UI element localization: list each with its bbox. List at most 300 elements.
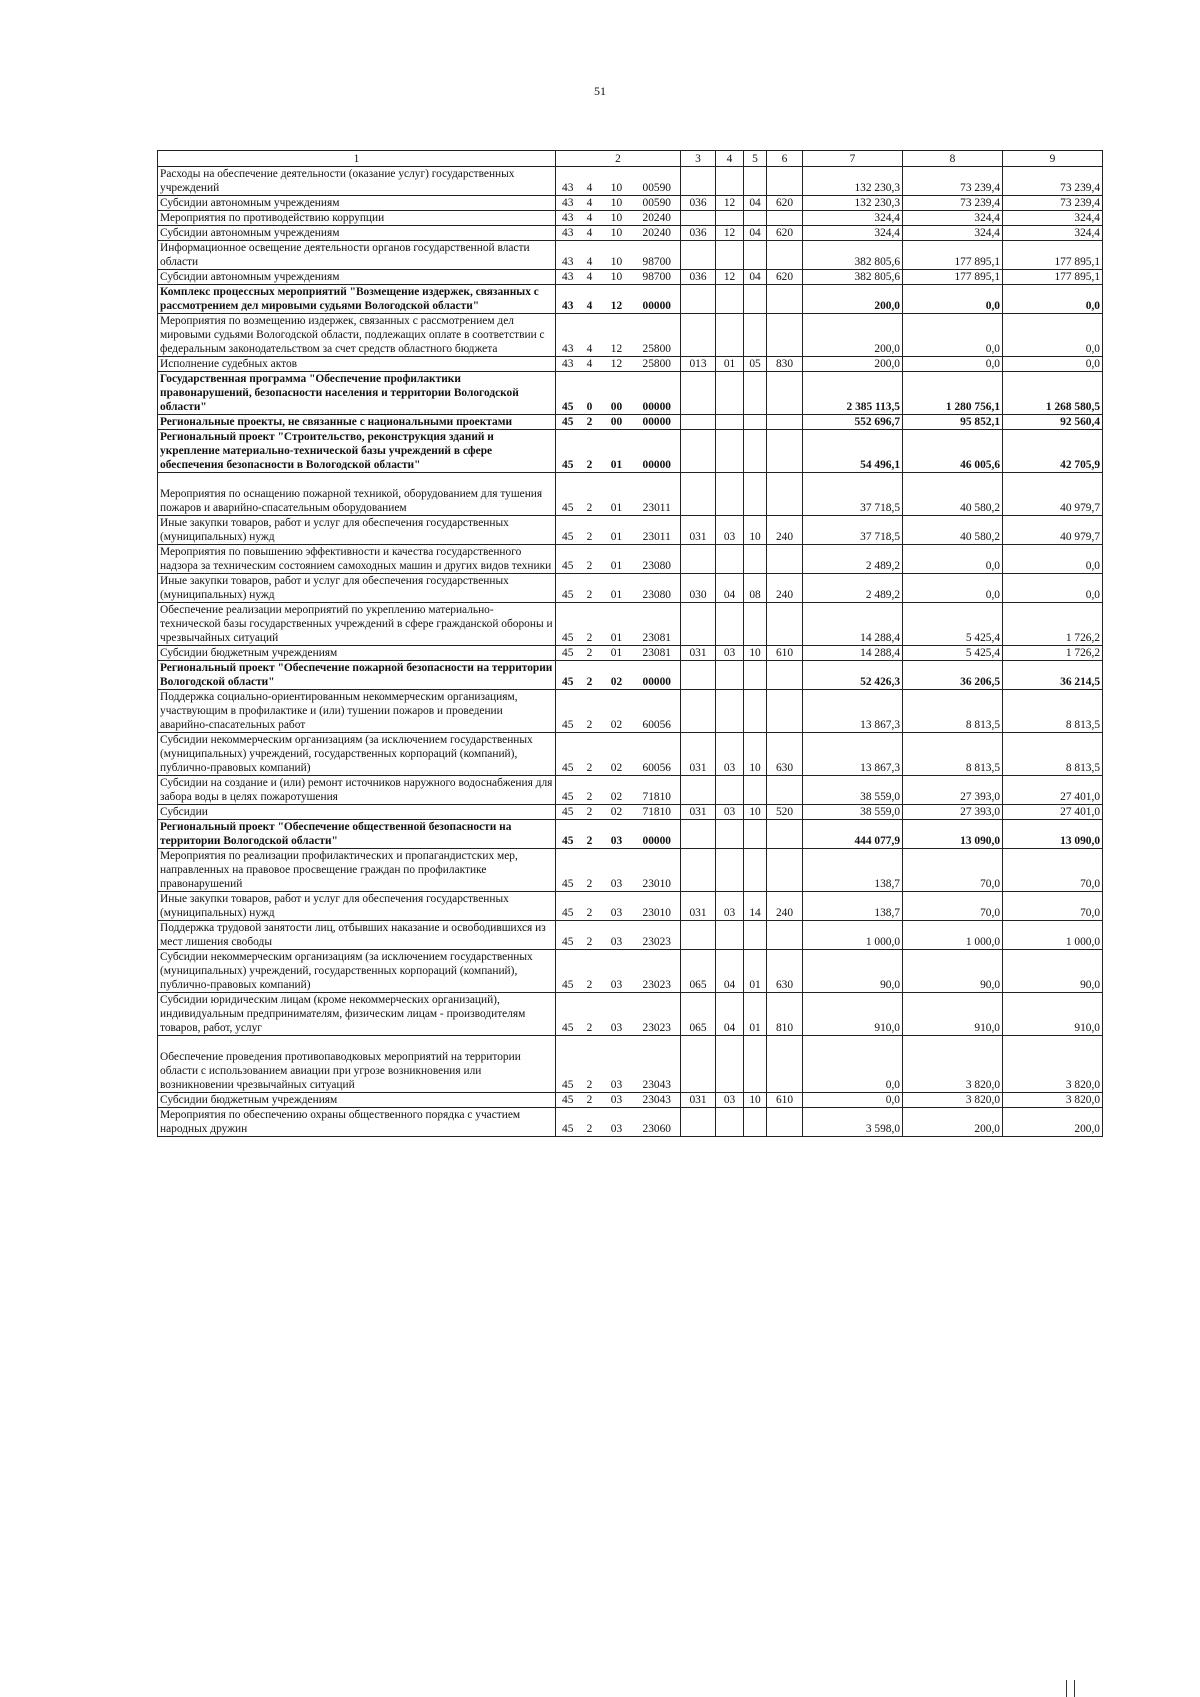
expense-type-code [767, 285, 803, 314]
subprogram-code: 2 [580, 661, 600, 690]
amount-col-9: 1 000,0 [1003, 921, 1103, 950]
department-code [681, 921, 716, 950]
table-row [158, 516, 1103, 545]
direction-code: 01 [600, 603, 634, 646]
subprogram-code: 2 [580, 574, 600, 603]
section-code: 04 [716, 574, 744, 603]
table-row [158, 357, 1103, 372]
amount-col-7: 444 077,9 [803, 820, 903, 849]
amount-col-7: 200,0 [803, 285, 903, 314]
direction-code: 03 [600, 1108, 634, 1137]
article-code: 00000 [634, 372, 681, 415]
amount-col-9: 1 726,2 [1003, 603, 1103, 646]
table-row [158, 241, 1103, 270]
article-code: 00000 [634, 820, 681, 849]
expense-type-code [767, 661, 803, 690]
department-code: 036 [681, 270, 716, 285]
department-code: 031 [681, 805, 716, 820]
program-code: 43 [556, 314, 580, 357]
amount-col-9: 0,0 [1003, 285, 1103, 314]
amount-col-8: 200,0 [903, 1108, 1003, 1137]
direction-code: 00 [600, 415, 634, 430]
subsection-code: 01 [744, 993, 767, 1036]
subprogram-code: 0 [580, 372, 600, 415]
subprogram-code: 2 [580, 921, 600, 950]
program-code: 45 [556, 661, 580, 690]
amount-col-7: 382 805,6 [803, 241, 903, 270]
table-row [158, 226, 1103, 241]
article-code: 60056 [634, 733, 681, 776]
header-col-2: 2 [556, 151, 681, 167]
amount-col-9: 200,0 [1003, 1108, 1103, 1137]
direction-code: 03 [600, 1036, 634, 1093]
subprogram-code: 2 [580, 892, 600, 921]
subprogram-code: 2 [580, 820, 600, 849]
subprogram-code: 2 [580, 603, 600, 646]
direction-code: 10 [600, 226, 634, 241]
amount-col-7: 90,0 [803, 950, 903, 993]
subsection-code [744, 167, 767, 196]
table-row [158, 993, 1103, 1036]
subprogram-code: 2 [580, 690, 600, 733]
department-code [681, 690, 716, 733]
expense-type-code: 620 [767, 270, 803, 285]
article-code: 20240 [634, 211, 681, 226]
article-code: 23043 [634, 1093, 681, 1108]
department-code [681, 211, 716, 226]
program-code: 43 [556, 167, 580, 196]
section-code [716, 1108, 744, 1137]
table-row [158, 473, 1103, 516]
direction-code: 00 [600, 372, 634, 415]
subsection-code: 10 [744, 646, 767, 661]
header-col-5: 5 [744, 151, 767, 167]
expense-name: Информационное освещение деятельности органов государственной власти области [158, 241, 556, 270]
table-row [158, 1036, 1103, 1093]
amount-col-8: 40 580,2 [903, 473, 1003, 516]
amount-col-8: 3 820,0 [903, 1093, 1003, 1108]
article-code: 23023 [634, 950, 681, 993]
program-code: 43 [556, 226, 580, 241]
department-code [681, 603, 716, 646]
expense-name: Поддержка трудовой занятости лиц, отбывших наказание и освободившихся из мест лишения свободы [158, 921, 556, 950]
article-code: 23081 [634, 646, 681, 661]
amount-col-9: 3 820,0 [1003, 1036, 1103, 1093]
amount-col-9: 1 726,2 [1003, 646, 1103, 661]
amount-col-8: 1 280 756,1 [903, 372, 1003, 415]
amount-col-8: 8 813,5 [903, 690, 1003, 733]
department-code [681, 372, 716, 415]
expense-type-code [767, 603, 803, 646]
section-code: 04 [716, 950, 744, 993]
department-code [681, 473, 716, 516]
section-code [716, 415, 744, 430]
table-row [158, 285, 1103, 314]
article-code: 71810 [634, 776, 681, 805]
subprogram-code: 4 [580, 167, 600, 196]
table-row [158, 733, 1103, 776]
expense-type-code: 240 [767, 516, 803, 545]
article-code: 60056 [634, 690, 681, 733]
subsection-code [744, 430, 767, 473]
subprogram-code: 2 [580, 1108, 600, 1137]
subprogram-code: 2 [580, 805, 600, 820]
amount-col-7: 138,7 [803, 892, 903, 921]
department-code: 013 [681, 357, 716, 372]
program-code: 45 [556, 574, 580, 603]
section-code: 12 [716, 270, 744, 285]
subsection-code: 05 [744, 357, 767, 372]
table-row [158, 805, 1103, 820]
article-code: 25800 [634, 357, 681, 372]
article-code: 00000 [634, 661, 681, 690]
direction-code: 01 [600, 545, 634, 574]
budget-table [157, 150, 1103, 1137]
table-row [158, 270, 1103, 285]
expense-type-code [767, 1108, 803, 1137]
program-code: 45 [556, 430, 580, 473]
section-code [716, 473, 744, 516]
expense-type-code [767, 372, 803, 415]
amount-col-9: 40 979,7 [1003, 473, 1103, 516]
header-col-7: 7 [803, 151, 903, 167]
subprogram-code: 4 [580, 241, 600, 270]
subsection-code [744, 314, 767, 357]
subsection-code [744, 661, 767, 690]
amount-col-9: 73 239,4 [1003, 196, 1103, 211]
direction-code: 03 [600, 993, 634, 1036]
table-row [158, 690, 1103, 733]
program-code: 45 [556, 921, 580, 950]
expense-name: Расходы на обеспечение деятельности (оказание услуг) государственных учреждений [158, 167, 556, 196]
direction-code: 12 [600, 314, 634, 357]
amount-col-8: 0,0 [903, 574, 1003, 603]
amount-col-9: 3 820,0 [1003, 1093, 1103, 1108]
table-row [158, 661, 1103, 690]
direction-code: 01 [600, 473, 634, 516]
expense-name: Субсидии автономным учреждениям [158, 226, 556, 241]
section-code: 03 [716, 646, 744, 661]
amount-col-7: 37 718,5 [803, 516, 903, 545]
amount-col-7: 38 559,0 [803, 805, 903, 820]
amount-col-9: 90,0 [1003, 950, 1103, 993]
expense-name: Субсидии бюджетным учреждениям [158, 646, 556, 661]
subprogram-code: 2 [580, 646, 600, 661]
amount-col-7: 14 288,4 [803, 646, 903, 661]
program-code: 45 [556, 372, 580, 415]
amount-col-8: 90,0 [903, 950, 1003, 993]
subprogram-code: 2 [580, 776, 600, 805]
article-code: 23043 [634, 1036, 681, 1093]
article-code: 23023 [634, 993, 681, 1036]
direction-code: 02 [600, 690, 634, 733]
article-code: 23011 [634, 473, 681, 516]
subsection-code [744, 776, 767, 805]
amount-col-9: 70,0 [1003, 892, 1103, 921]
section-code [716, 314, 744, 357]
subprogram-code: 4 [580, 211, 600, 226]
amount-col-7: 3 598,0 [803, 1108, 903, 1137]
article-code: 98700 [634, 241, 681, 270]
header-col-9: 9 [1003, 151, 1103, 167]
direction-code: 02 [600, 661, 634, 690]
amount-col-9: 27 401,0 [1003, 805, 1103, 820]
amount-col-8: 0,0 [903, 545, 1003, 574]
expense-type-code [767, 921, 803, 950]
subprogram-code: 4 [580, 196, 600, 211]
department-code: 065 [681, 993, 716, 1036]
subsection-code: 04 [744, 226, 767, 241]
expense-name: Региональный проект "Строительство, реконструкция зданий и укрепление материально-технической базы учреждений в сфере обеспечения безопасности в Вологодской области" [158, 430, 556, 473]
amount-col-9: 13 090,0 [1003, 820, 1103, 849]
expense-name: Иные закупки товаров, работ и услуг для обеспечения государственных (муниципальных) нужд [158, 516, 556, 545]
direction-code: 03 [600, 849, 634, 892]
expense-type-code [767, 241, 803, 270]
program-code: 43 [556, 241, 580, 270]
article-code: 71810 [634, 805, 681, 820]
section-code [716, 921, 744, 950]
expense-type-code [767, 849, 803, 892]
direction-code: 10 [600, 211, 634, 226]
amount-col-7: 1 000,0 [803, 921, 903, 950]
amount-col-8: 0,0 [903, 314, 1003, 357]
subsection-code: 14 [744, 892, 767, 921]
table-row [158, 950, 1103, 993]
section-code: 03 [716, 805, 744, 820]
expense-type-code: 240 [767, 892, 803, 921]
expense-type-code: 630 [767, 950, 803, 993]
direction-code: 10 [600, 196, 634, 211]
amount-col-8: 910,0 [903, 993, 1003, 1036]
table-row [158, 167, 1103, 196]
header-col-1: 1 [158, 151, 556, 167]
expense-type-code: 630 [767, 733, 803, 776]
amount-col-8: 27 393,0 [903, 776, 1003, 805]
program-code: 45 [556, 820, 580, 849]
amount-col-8: 40 580,2 [903, 516, 1003, 545]
program-code: 45 [556, 646, 580, 661]
direction-code: 03 [600, 892, 634, 921]
expense-name: Субсидии юридическим лицам (кроме некоммерческих организаций), индивидуальным предпринимателям, физическим лицам - производителям товаров, работ, услуг [158, 993, 556, 1036]
program-code: 45 [556, 993, 580, 1036]
department-code [681, 167, 716, 196]
amount-col-7: 552 696,7 [803, 415, 903, 430]
subsection-code: 10 [744, 805, 767, 820]
program-code: 45 [556, 1036, 580, 1093]
department-code [681, 285, 716, 314]
expense-name: Субсидии автономным учреждениям [158, 196, 556, 211]
amount-col-8: 324,4 [903, 226, 1003, 241]
amount-col-8: 0,0 [903, 285, 1003, 314]
department-code: 031 [681, 646, 716, 661]
amount-col-8: 73 239,4 [903, 167, 1003, 196]
expense-type-code [767, 545, 803, 574]
expense-type-code [767, 1036, 803, 1093]
section-code [716, 776, 744, 805]
direction-code: 03 [600, 1093, 634, 1108]
amount-col-7: 382 805,6 [803, 270, 903, 285]
expense-name: Субсидии [158, 805, 556, 820]
section-code: 01 [716, 357, 744, 372]
table-row [158, 314, 1103, 357]
article-code: 00590 [634, 167, 681, 196]
table-row [158, 574, 1103, 603]
subsection-code [744, 545, 767, 574]
subprogram-code: 4 [580, 357, 600, 372]
section-code [716, 690, 744, 733]
subsection-code [744, 211, 767, 226]
expense-name: Мероприятия по противодействию коррупции [158, 211, 556, 226]
amount-col-7: 52 426,3 [803, 661, 903, 690]
amount-col-8: 73 239,4 [903, 196, 1003, 211]
section-code [716, 241, 744, 270]
section-code: 03 [716, 1093, 744, 1108]
direction-code: 10 [600, 167, 634, 196]
expense-name: Региональный проект "Обеспечение пожарной безопасности на территории Вологодской области" [158, 661, 556, 690]
expense-type-code [767, 473, 803, 516]
amount-col-8: 5 425,4 [903, 646, 1003, 661]
article-code: 20240 [634, 226, 681, 241]
expense-name: Субсидии некоммерческим организациям (за исключением государственных (муниципальных) учреждений, государственных корпораций (компаний), публично-правовых компаний) [158, 950, 556, 993]
program-code: 45 [556, 415, 580, 430]
header-col-8: 8 [903, 151, 1003, 167]
table-row [158, 415, 1103, 430]
page-edge-mark [1062, 1680, 1088, 1697]
subsection-code: 04 [744, 196, 767, 211]
direction-code: 02 [600, 776, 634, 805]
amount-col-7: 2 489,2 [803, 574, 903, 603]
subsection-code: 04 [744, 270, 767, 285]
article-code: 23080 [634, 545, 681, 574]
expense-name: Субсидии на создание и (или) ремонт источников наружного водоснабжения для забора воды в целях пожаротушения [158, 776, 556, 805]
direction-code: 03 [600, 921, 634, 950]
subprogram-code: 2 [580, 1036, 600, 1093]
subprogram-code: 2 [580, 430, 600, 473]
program-code: 45 [556, 892, 580, 921]
amount-col-9: 8 813,5 [1003, 690, 1103, 733]
subsection-code [744, 372, 767, 415]
amount-col-7: 910,0 [803, 993, 903, 1036]
direction-code: 12 [600, 357, 634, 372]
expense-type-code: 240 [767, 574, 803, 603]
direction-code: 01 [600, 516, 634, 545]
direction-code: 10 [600, 270, 634, 285]
header-col-6: 6 [767, 151, 803, 167]
subsection-code [744, 603, 767, 646]
expense-type-code: 620 [767, 226, 803, 241]
expense-type-code [767, 690, 803, 733]
table-row [158, 646, 1103, 661]
amount-col-7: 14 288,4 [803, 603, 903, 646]
amount-col-7: 200,0 [803, 314, 903, 357]
table-row [158, 776, 1103, 805]
subsection-code [744, 1108, 767, 1137]
department-code [681, 415, 716, 430]
expense-name: Субсидии бюджетным учреждениям [158, 1093, 556, 1108]
table-row [158, 820, 1103, 849]
subsection-code: 01 [744, 950, 767, 993]
expense-name: Исполнение судебных актов [158, 357, 556, 372]
section-code [716, 603, 744, 646]
table-row [158, 430, 1103, 473]
department-code: 036 [681, 196, 716, 211]
article-code: 23010 [634, 849, 681, 892]
amount-col-7: 2 489,2 [803, 545, 903, 574]
subsection-code: 08 [744, 574, 767, 603]
amount-col-7: 138,7 [803, 849, 903, 892]
amount-col-7: 2 385 113,5 [803, 372, 903, 415]
amount-col-7: 132 230,3 [803, 167, 903, 196]
section-code: 03 [716, 892, 744, 921]
article-code: 23023 [634, 921, 681, 950]
amount-col-7: 0,0 [803, 1036, 903, 1093]
subprogram-code: 4 [580, 270, 600, 285]
department-code [681, 241, 716, 270]
amount-col-7: 37 718,5 [803, 473, 903, 516]
article-code: 00000 [634, 430, 681, 473]
expense-name: Иные закупки товаров, работ и услуг для обеспечения государственных (муниципальных) нужд [158, 574, 556, 603]
article-code: 23010 [634, 892, 681, 921]
department-code [681, 776, 716, 805]
expense-name: Государственная программа "Обеспечение профилактики правонарушений, безопасности населения и территории Вологодской области" [158, 372, 556, 415]
article-code: 23080 [634, 574, 681, 603]
amount-col-8: 177 895,1 [903, 241, 1003, 270]
section-code [716, 820, 744, 849]
section-code [716, 211, 744, 226]
expense-name: Комплекс процессных мероприятий "Возмещение издержек, связанных с рассмотрением дел мировыми судьями Вологодской области" [158, 285, 556, 314]
amount-col-9: 1 268 580,5 [1003, 372, 1103, 415]
program-code: 45 [556, 849, 580, 892]
section-code: 04 [716, 993, 744, 1036]
subsection-code [744, 690, 767, 733]
direction-code: 02 [600, 733, 634, 776]
table-row [158, 1093, 1103, 1108]
department-code: 031 [681, 892, 716, 921]
table-row [158, 545, 1103, 574]
amount-col-8: 27 393,0 [903, 805, 1003, 820]
amount-col-7: 324,4 [803, 226, 903, 241]
article-code: 23011 [634, 516, 681, 545]
amount-col-8: 95 852,1 [903, 415, 1003, 430]
subprogram-code: 2 [580, 415, 600, 430]
table-row [158, 921, 1103, 950]
expense-type-code [767, 415, 803, 430]
expense-type-code: 610 [767, 646, 803, 661]
section-code [716, 167, 744, 196]
subsection-code: 10 [744, 733, 767, 776]
amount-col-8: 8 813,5 [903, 733, 1003, 776]
expense-type-code: 610 [767, 1093, 803, 1108]
department-code [681, 430, 716, 473]
article-code: 00590 [634, 196, 681, 211]
expense-name: Субсидии автономным учреждениям [158, 270, 556, 285]
table-row [158, 211, 1103, 226]
direction-code: 12 [600, 285, 634, 314]
section-code: 03 [716, 516, 744, 545]
department-code [681, 820, 716, 849]
expense-type-code: 830 [767, 357, 803, 372]
program-code: 43 [556, 211, 580, 226]
department-code [681, 314, 716, 357]
program-code: 45 [556, 950, 580, 993]
department-code [681, 661, 716, 690]
expense-type-code: 810 [767, 993, 803, 1036]
expense-name: Обеспечение проведения противопаводковых мероприятий на территории области с использованием авиации при угрозе возникновения или возникновении чрезвычайных ситуаций [158, 1036, 556, 1093]
department-code: 031 [681, 733, 716, 776]
subprogram-code: 2 [580, 516, 600, 545]
direction-code: 03 [600, 820, 634, 849]
program-code: 45 [556, 473, 580, 516]
